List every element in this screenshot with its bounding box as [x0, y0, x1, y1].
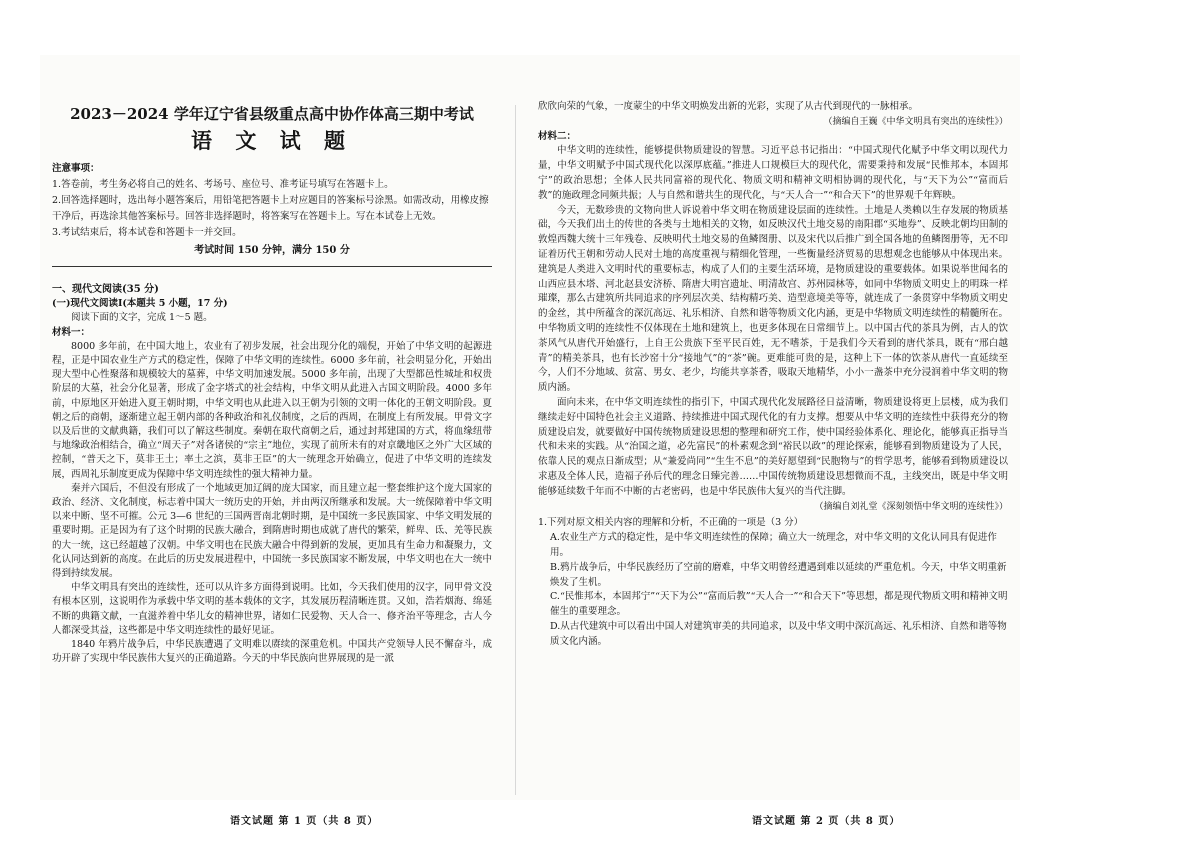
exam-time: 考试时间 150 分钟，满分 150 分 [194, 245, 350, 256]
material2-source: （摘编自刘礼堂《深刻领悟中华文明的连续性》） [814, 501, 1008, 512]
question-option-a: A.农业生产方式的稳定性，是中华文明连续性的保障；确立大一统理念，对中华文明的文化认同具有促进作用。 [550, 532, 997, 558]
subsection-heading: (一)现代文阅读Ⅰ(本题共 5 小题，17 分) [52, 298, 228, 310]
question-stem: 1.下列对原文相关内容的理解和分析，不正确的一项是（3 分） [538, 517, 804, 529]
left-column-text [52, 283, 492, 666]
section-heading: 一、现代文阅读(35 分) [52, 284, 159, 295]
page-footer-right: 语文试题 第 2 页（共 8 页） [752, 816, 901, 827]
question-option-d: D.从古代建筑中可以看出中国人对建筑审美的共同追求，以及中华文明中深沉高远、礼乐相济、自然和谐等物质文化内涵。 [550, 620, 1007, 647]
material2-paragraph: 中华文明的连续性，能够提供物质建设的智慧。习近平总书记指出：“中国式现代化赋予中华文明以现代力量，中华文明赋予中国式现代化以深厚底蕴。”推进人口规模巨大的现代化，需要秉持和发展“民惟邦本，本固邦宁”的政治思想；全体人民共同富裕的现代化、物质文明和精神文明相协调的现代化，与“天下为公”“富而后教”的施政理念同频共振；人与自然和谐共生的现代化，与“天人合一”“和合天下”的世界观千年辉映。 [538, 145, 1008, 201]
material1-paragraph: 8000 多年前，在中国大地上，农业有了初步发展，社会出现分化的端倪，开始了中华文明的起源进程，正是中国农业生产方式的稳定性，保障了中华文明的连续性。6000 多年前，社会明显分化，开始出现大型中心性聚落和规模较大的墓葬，中华文明加速发展。5000 多年前，出现了大型都邑性城址和权贵阶层的大墓，社会分化显著，形成了金字塔式的社会结构，中华文明从此进入古国文明阶段。4000 多年前，中原地区开始进入夏王朝时期，中华文明也从此进入以王朝为引领的文明一体化的王朝文明阶段。夏朝之后的商朝，逐渐建立起王朝内部的各种政治和礼仪制度，之后的西周，在制度上有所发展。甲骨文字以及后世的文献典籍，我们可以了解这些制度。秦朝在取代商朝之后，通过封邦建国的方式，将血缘纽带与地缘政治相结合，确立“周天子”对各诸侯的“宗主”地位，实现了前所未有的对京畿地区之外广大区域的控制，“普天之下，莫非王土；率土之滨，莫非王臣”的大一统理念开始确立，促进了中华文明的连续发展，西周礼乐制度更成为保障中华文明连续性的强大精神力量。 [52, 340, 492, 480]
right-column-text [538, 100, 1008, 649]
header-rule [52, 266, 492, 267]
material1-paragraph: 秦并六国后，不但没有形成了一个地域更加辽阔的庞大国家，而且建立起一整套维护这个庞大国家的政治、经济、文化制度，标志着中国大一统历史的开始，并由两汉所继承和发展。大一统保障着中华文明以来中断、坚不可摧。公元 3—6 世纪的三国两晋南北朝时期，是中国统一多民族国家、中华文明发展的重要时期。正是因为有了这个时期的民族大融合，到隋唐时期也成就了唐代的繁荣，鲜卑、氐、羌等民族的大一统，这已经超越了汉朝。中华文明也在民族大融合中得到新的发展，更加具有生命力和凝聚力，文化认同达到新的高度。在此后的历史发展进程中，中国统一多民族国家不断发展，中华文明也在大一统中得到持续发展。 [52, 482, 492, 580]
notice-item: 1.答卷前，考生务必将自己的姓名、考场号、座位号、准考证号填写在答题卡上。 [52, 179, 394, 190]
material2-paragraph: 今天，无数珍贵的文物向世人诉说着中华文明在物质建设层面的连续性。土地是人类赖以生存发展的物质基础，今天我们出土的传世的各类与土地相关的文物，如反映汉代土地交易的南阳郡“买地券”、反映北朝均田制的敦煌西魏大统十三年残卷、反映明代土地交易的鱼鳞图册、以及宋代以后推广到全国各地的鱼鳞图册等，无不印证着历代王朝和劳动人民对土地的高度重视与精细化管理，一些衡量经济贸易的思想观念也能够从中体现出来。建筑是人类进入文明时代的重要标志，构成了人们的主要生活环境，是物质建设的重要载体。如果说举世闻名的山西应县木塔、河北赵县安济桥、隋唐大明宫遗址、明清故宫、苏州园林等，如同中华物质文明史上的明珠一样璀璨，那么古建筑所共同追求的序列层次美、结构精巧美、造型意境美等等，就连成了一条贯穿中华物质文明史的金丝，其中所蕴含的深沉高远、礼乐相济、自然和谐等物质文化内涵，更是中华物质文明连续性的精髓所在。中华物质文明的连续性不仅体现在土地和建筑上，也更多体现在日常细节上。以中国古代的茶具为例，古人的饮茶风气从唐代开始盛行，上自王公贵族下至平民百姓，无不嗜茶，于是我们今天看到的唐代茶具，既有“邢白越青”的精美茶具，也有长沙窑十分“接地气”的“茶”碗。更难能可贵的是，这种上下一体的饮茶从唐代一直延续至今，人们不分地域、贫富、男女、老少，均能共享茶香，吸取天地精华，小小一盏茶中充分浸润着中华文明的物质内涵。 [538, 204, 1008, 394]
notice-item: 3.考试结束后，将本试卷和答题卡一并交回。 [52, 227, 242, 238]
material1-source: （摘编自王巍《中华文明具有突出的连续性》） [823, 116, 1008, 127]
page-divider [515, 105, 516, 795]
reading-instruction: 阅读下面的文字，完成 1～5 题。 [71, 312, 213, 324]
exam-title: 2023－2024 学年辽宁省县级重点高中协作体高三期中考试 [70, 105, 474, 123]
material1-end: 欣欣向荣的气象，一度蒙尘的中华文明焕发出新的光彩，实现了从古代到现代的一脉相承。 [538, 101, 919, 112]
material2-label: 材料二： [538, 130, 577, 142]
exam-subject-title: 语 文 试 题 [191, 128, 353, 153]
question-option-c: C.“民惟邦本，本固邦宁”“天下为公”“富而后教”“天人合一”“和合天下”等思想，都是现代物质文明和精神文明催生的重要理念。 [550, 591, 1008, 618]
material1-paragraph: 1840 年鸦片战争后，中华民族遭遇了文明难以赓续的深重危机。中国共产党领导人民不懈奋斗，成功开辟了实现中华民族伟大复兴的正确道路。今天的中华民族向世界展现的是一派 [52, 639, 492, 665]
question-option-b: B.鸦片战争后，中华民族经历了空前的磨难，中华文明曾经遭遇到难以延续的严重危机。今天，中华文明重新焕发了生机。 [550, 561, 1007, 588]
notice-block [52, 161, 492, 259]
page-footer-left: 语文试题 第 1 页（共 8 页） [230, 816, 379, 827]
material1-paragraph: 中华文明具有突出的连续性，还可以从许多方面得到说明。比如，今天我们使用的汉字，同甲骨文没有根本区别，这说明作为承载中华文明的基本载体的文字，其发展历程清晰连贯。又如，浩若烟海、绵延不断的典籍文献，一直滋养着中华儿女的精神世界，诸如仁民爱物、天人合一、修齐治平等理念，古人今人都深受其益，这些都是中华文明连续性的最好见证。 [52, 582, 492, 636]
notice-heading: 注意事项： [52, 163, 100, 174]
material2-paragraph: 面向未来，在中华文明连续性的指引下，中国式现代化发展路径日益清晰，物质建设将更上层楼，成为我们继续走好中国特色社会主义道路、持续推进中国式现代化的有力支撑。想要从中华文明的连续性中获得充分的物质建设启发，就要做好中国传统物质建设思想的整理和研究工作，使中国经验体系化、理论化，能够真正指导当代和未来的实践。从“治国之道，必先富民”的朴素观念到“裕民以政”的理论探索，能够看到物质建设为了人民，依靠人民的观点日渐成型；从“兼爱尚同”“生生不息”的美好愿望到“民胞物与”的哲学思考，能够看到物质建设以求惠及全体人民，造福子孙后代的理念日臻完善……中国传统物质建设思想微而不乱，主线突出，既是中华文明能够延续数千年而不中断的古老密码，也是中华民族伟大复兴的当代注脚。 [538, 396, 1008, 497]
material1-label: 材料一： [52, 326, 91, 338]
notice-item: 2.回答选择题时，选出每小题答案后，用铅笔把答题卡上对应题目的答案标号涂黑。如需改动，用橡皮擦干净后，再选涂其他答案标号。回答非选择题时，将答案写在答题卡上。写在本试卷上无效。 [52, 195, 489, 222]
